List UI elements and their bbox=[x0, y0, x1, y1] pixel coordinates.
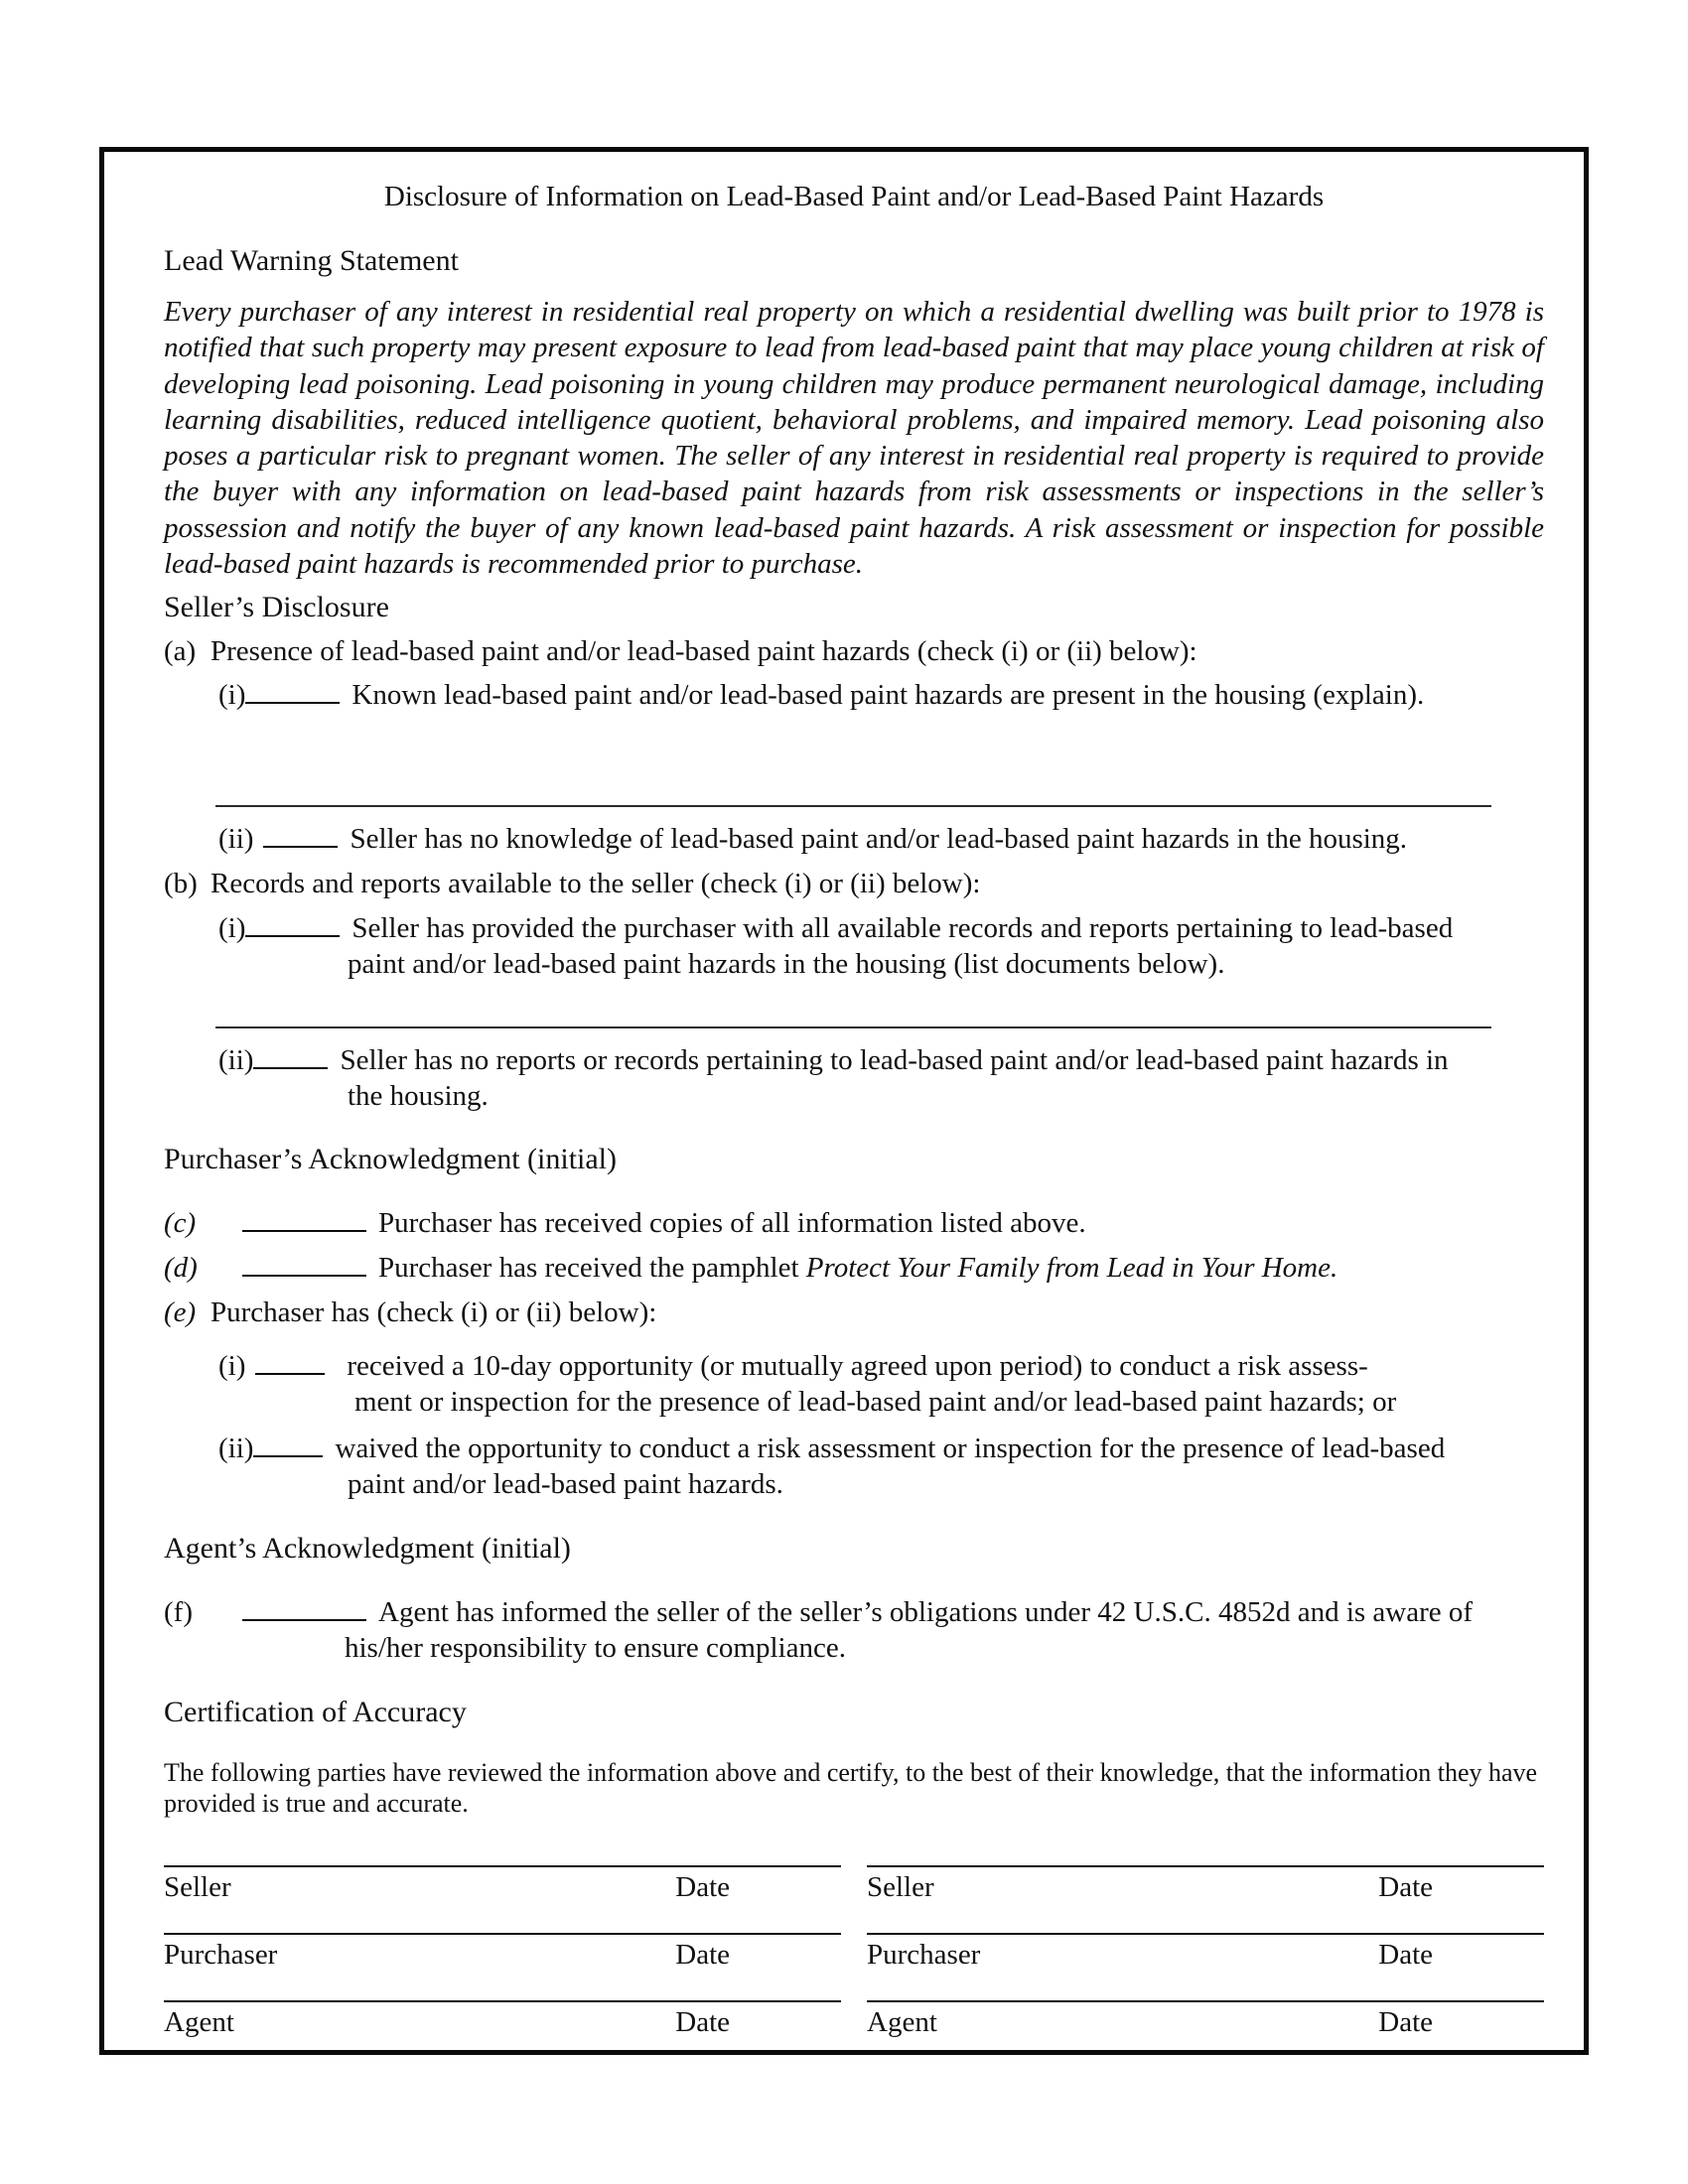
item-e bbox=[164, 1295, 1544, 1330]
signature-section bbox=[164, 1865, 1544, 2068]
item-b-i bbox=[164, 910, 1544, 982]
signature-column-left bbox=[164, 1865, 841, 2068]
item-e-i-text: received a 10-day opportunity (or mutually agreed upon period) to conduct a risk assess- bbox=[347, 1350, 1368, 1383]
documents-write-in-line[interactable] bbox=[215, 1026, 1491, 1028]
b-i-initial-blank[interactable] bbox=[245, 935, 340, 937]
item-b-i-text-continued: paint and/or lead-based paint hazards in the housing (list documents below). bbox=[348, 948, 1225, 981]
agent-signature-block-right bbox=[867, 2000, 1544, 2040]
item-a-ii-text: Seller has no knowledge of lead-based paint and/or lead-based paint hazards in the housing. bbox=[350, 823, 1408, 856]
item-a-i-text: Known lead-based paint and/or lead-based paint hazards are present in the housing (explain). bbox=[352, 679, 1425, 712]
item-f-line1 bbox=[164, 1594, 1544, 1630]
item-e-i bbox=[164, 1348, 1544, 1420]
item-b-ii-label: (ii) bbox=[218, 1044, 254, 1077]
purchaser-label: Purchaser bbox=[164, 1939, 278, 1972]
agent-signature-block-left bbox=[164, 2000, 841, 2040]
date-label: Date bbox=[675, 1871, 730, 1904]
c-purchaser-initial-blank[interactable] bbox=[242, 1230, 366, 1232]
e-ii-check-blank[interactable] bbox=[253, 1455, 323, 1457]
lead-warning-heading: Lead Warning Statement bbox=[164, 244, 459, 277]
purchasers-acknowledgment-heading: Purchaser’s Acknowledgment (initial) bbox=[164, 1143, 618, 1176]
item-e-ii-text-continued: paint and/or lead-based paint hazards. bbox=[348, 1468, 783, 1501]
item-b-i-label: (i) bbox=[218, 912, 246, 945]
b-ii-initial-blank[interactable] bbox=[253, 1067, 328, 1069]
purchaser-signature-block-right bbox=[867, 1933, 1544, 1973]
item-a-ii-label: (ii) bbox=[218, 823, 254, 856]
item-f bbox=[164, 1594, 1544, 1666]
a-i-initial-blank[interactable] bbox=[245, 702, 340, 704]
item-e-ii-label: (ii) bbox=[218, 1433, 254, 1465]
item-b-ii-text: Seller has no reports or records pertaining to lead-based paint and/or lead-based paint hazards in bbox=[340, 1044, 1449, 1077]
pamphlet-title: Protect Your Family from Lead in Your Home. bbox=[805, 1252, 1338, 1285]
d-purchaser-initial-blank[interactable] bbox=[242, 1275, 366, 1277]
seller-signature-block-left bbox=[164, 1865, 841, 1905]
disclosure-form bbox=[164, 179, 1544, 2068]
item-b-ii bbox=[164, 1042, 1544, 1114]
purchaser-label: Purchaser bbox=[867, 1939, 981, 1972]
item-e-i-text-continued: ment or inspection for the presence of lead-based paint and/or lead-based paint hazards; or bbox=[354, 1386, 1397, 1419]
item-d-text-prefix: Purchaser has received the pamphlet bbox=[378, 1252, 806, 1285]
item-b-label: (b) bbox=[164, 868, 198, 900]
seller-label: Seller bbox=[867, 1871, 934, 1904]
date-label: Date bbox=[1378, 1939, 1433, 1972]
item-e-ii bbox=[164, 1431, 1544, 1502]
item-e-label: (e) bbox=[164, 1297, 197, 1329]
lead-warning-text: Every purchaser of any interest in residential real property on which a residential dwelling was built prior to 1978 is notified that such property may present exposure to lead from lead-based paint that may place young children at risk of developing lead poisoning. Lead poisoning in young children may produce permanent neurological damage, including learning disabilities, reduced intelligence quotient, behavioral problems, and impaired memory. Lead poisoning also poses a particular risk to pregnant women. The seller of any interest in residential real property is required to provide the buyer with any information on lead-based paint hazards from risk assessments or inspections in the seller’s possession and notify the buyer of any known lead-based paint hazards. A risk assessment or inspection for possible lead-based paint hazards is recommended prior to purchase. bbox=[164, 296, 1544, 581]
a-ii-initial-blank[interactable] bbox=[263, 846, 338, 848]
item-b-ii-text-continued: the housing. bbox=[348, 1080, 489, 1113]
item-c-text: Purchaser has received copies of all information listed above. bbox=[378, 1207, 1086, 1240]
seller-signature-block-right bbox=[867, 1865, 1544, 1905]
date-label: Date bbox=[1378, 1871, 1433, 1904]
item-e-i-line1 bbox=[218, 1348, 1544, 1384]
page-title: Disclosure of Information on Lead-Based Paint and/or Lead-Based Paint Hazards bbox=[383, 181, 1325, 212]
agent-label: Agent bbox=[867, 2006, 937, 2039]
e-i-check-blank[interactable] bbox=[255, 1373, 325, 1375]
item-a-text: Presence of lead-based paint and/or lead-based paint hazards (check (i) or (ii) below): bbox=[211, 635, 1197, 668]
item-e-ii-text: waived the opportunity to conduct a risk assessment or inspection for the presence of lead-based bbox=[335, 1433, 1446, 1465]
sellers-disclosure-heading: Seller’s Disclosure bbox=[164, 591, 389, 624]
f-agent-initial-blank[interactable] bbox=[242, 1619, 366, 1621]
explain-write-in-line[interactable] bbox=[215, 805, 1491, 807]
item-c-label: (c) bbox=[164, 1207, 197, 1240]
agents-acknowledgment-heading: Agent’s Acknowledgment (initial) bbox=[164, 1532, 571, 1566]
item-f-label: (f) bbox=[164, 1596, 193, 1629]
item-f-text: Agent has informed the seller of the seller’s obligations under 42 U.S.C. 4852d and is aware of bbox=[378, 1596, 1474, 1629]
certification-text: The following parties have reviewed the information above and certify, to the best of their knowledge, that the information they have provided is true and accurate. bbox=[164, 1758, 1538, 1819]
item-b-text: Records and reports available to the seller (check (i) or (ii) below): bbox=[211, 868, 981, 900]
purchaser-signature-block-left bbox=[164, 1933, 841, 1973]
item-a-label: (a) bbox=[164, 635, 197, 668]
item-b bbox=[164, 866, 1544, 901]
agent-label: Agent bbox=[164, 2006, 234, 2039]
item-d bbox=[164, 1250, 1544, 1286]
item-f-text-continued: his/her responsibility to ensure compliance. bbox=[345, 1632, 846, 1665]
date-label: Date bbox=[675, 1939, 730, 1972]
date-label: Date bbox=[675, 2006, 730, 2039]
seller-label: Seller bbox=[164, 1871, 231, 1904]
certification-heading: Certification of Accuracy bbox=[164, 1696, 467, 1729]
item-d-label: (d) bbox=[164, 1252, 198, 1285]
item-b-ii-line1 bbox=[218, 1042, 1544, 1078]
item-e-i-label: (i) bbox=[218, 1350, 246, 1383]
date-label: Date bbox=[1378, 2006, 1433, 2039]
item-b-i-line1 bbox=[218, 910, 1544, 946]
item-c bbox=[164, 1205, 1544, 1241]
item-a bbox=[164, 633, 1544, 669]
signature-column-right bbox=[867, 1865, 1544, 2068]
item-a-ii bbox=[218, 821, 1544, 857]
item-a-i bbox=[218, 677, 1544, 713]
item-b-i-text: Seller has provided the purchaser with all available records and reports pertaining to lead-based bbox=[352, 912, 1454, 945]
item-e-ii-line1 bbox=[218, 1431, 1544, 1466]
item-d-text bbox=[378, 1250, 1337, 1286]
item-e-text: Purchaser has (check (i) or (ii) below): bbox=[211, 1297, 657, 1329]
item-a-i-label: (i) bbox=[218, 679, 246, 712]
